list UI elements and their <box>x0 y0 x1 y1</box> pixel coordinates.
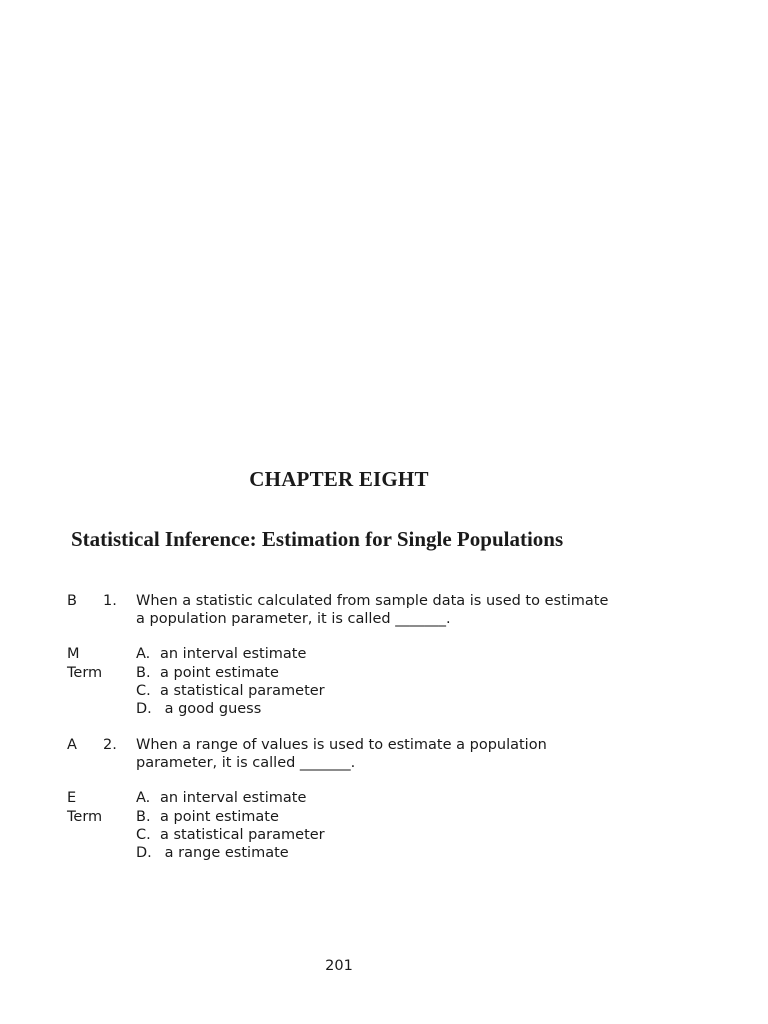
option-letter: C. <box>136 682 151 699</box>
difficulty-level: M <box>67 646 80 663</box>
option-row <box>67 808 687 826</box>
option-c <box>136 826 325 844</box>
question-stem-line <box>67 610 687 628</box>
chapter-subtitle: Statistical Inference: Estimation for Single Populations <box>71 527 564 551</box>
option-letter: A. <box>136 646 151 663</box>
question-category: Term <box>67 808 103 825</box>
option-b <box>136 808 279 826</box>
option-text: a range estimate <box>160 844 289 861</box>
option-b <box>136 664 279 682</box>
page-number: 201 <box>325 958 353 974</box>
option-a <box>136 645 306 663</box>
option-letter: D. <box>136 844 152 861</box>
question-text-line: When a range of values is used to estimate a population <box>136 737 547 753</box>
question-number: 1. <box>103 593 117 609</box>
option-letter: B. <box>136 808 151 825</box>
option-text: an interval estimate <box>160 646 307 663</box>
option-row <box>67 700 687 718</box>
option-letter: A. <box>136 790 151 807</box>
option-text: a point estimate <box>160 664 279 681</box>
question-text-line: parameter, it is called _______. <box>136 755 356 772</box>
question-2 <box>67 736 687 862</box>
question-1 <box>67 592 687 718</box>
option-row <box>67 645 687 663</box>
question-stem-line <box>67 592 687 610</box>
option-letter: D. <box>136 700 152 717</box>
option-row <box>67 664 687 682</box>
option-text: a good guess <box>160 700 262 717</box>
option-row <box>67 789 687 807</box>
option-row <box>67 826 687 844</box>
question-stem-line <box>67 736 687 754</box>
option-text: a statistical parameter <box>160 682 325 699</box>
question-stem-line <box>67 754 687 772</box>
question-text-line: When a statistic calculated from sample data is used to estimate <box>136 593 609 609</box>
option-row <box>67 844 687 862</box>
option-row <box>67 682 687 700</box>
option-text: a statistical parameter <box>160 826 325 843</box>
difficulty-level: E <box>67 790 77 807</box>
question-category: Term <box>67 664 103 681</box>
option-d <box>136 700 261 718</box>
option-text: a point estimate <box>160 808 279 825</box>
option-d <box>136 844 289 862</box>
option-text: an interval estimate <box>160 790 307 807</box>
option-a <box>136 789 306 807</box>
answer-key: B <box>67 593 77 609</box>
question-number: 2. <box>103 737 117 753</box>
option-letter: C. <box>136 826 151 843</box>
option-letter: B. <box>136 664 151 681</box>
question-text-line: a population parameter, it is called _______. <box>136 611 451 628</box>
option-c <box>136 682 325 700</box>
chapter-title: CHAPTER EIGHT <box>249 467 429 491</box>
answer-key: A <box>67 737 77 753</box>
